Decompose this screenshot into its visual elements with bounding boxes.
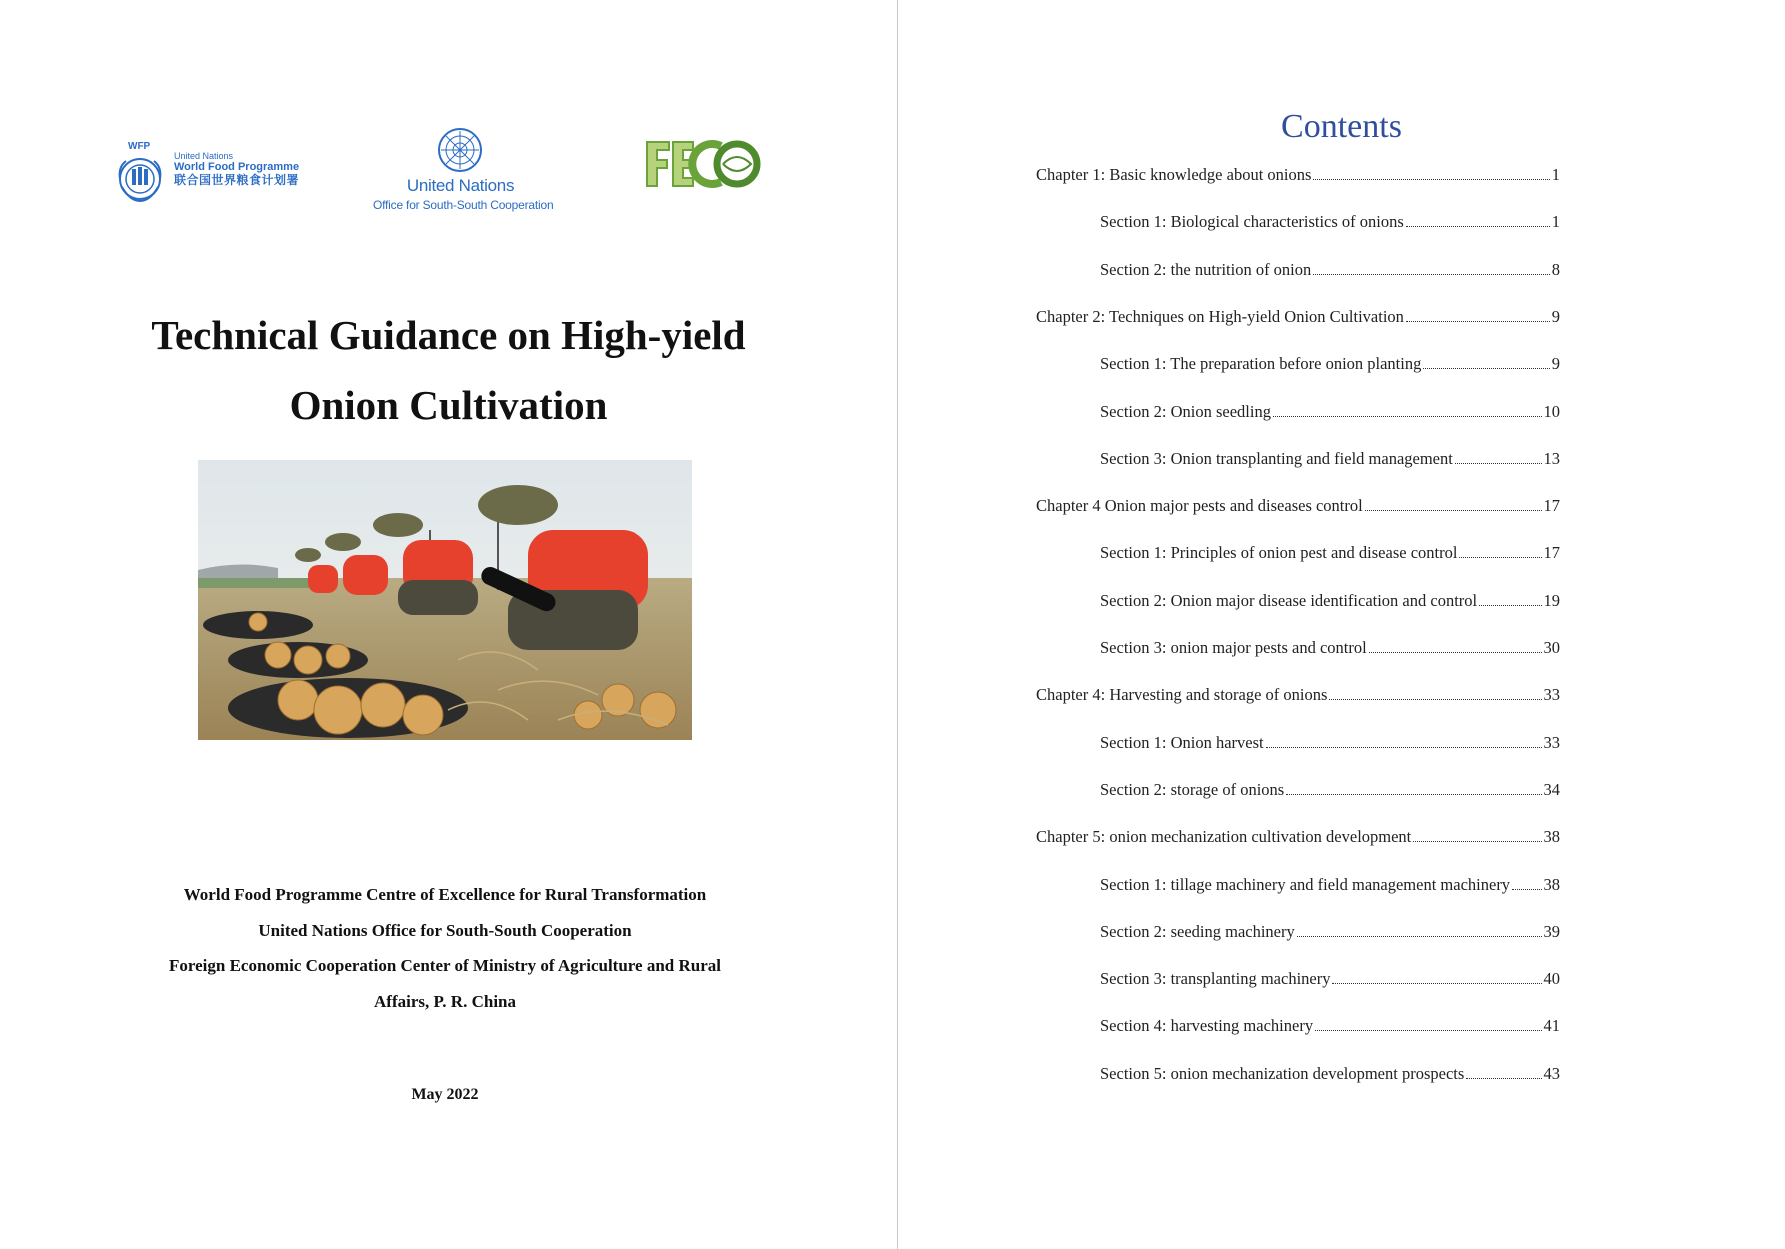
- toc-entry-label: Section 1: Principles of onion pest and disease control: [1100, 543, 1458, 563]
- toc-entry-section[interactable]: [1100, 733, 1560, 753]
- toc-leader-dots: [1329, 699, 1541, 700]
- un-logo-line1: United Nations: [406, 176, 515, 195]
- toc-entry-label: Chapter 4 Onion major pests and diseases control: [1036, 496, 1363, 516]
- toc-entry-section[interactable]: [1100, 260, 1560, 280]
- toc-entry-label: Chapter 2: Techniques on High-yield Onion Cultivation: [1036, 306, 1404, 326]
- toc-entry-page: 10: [1543, 401, 1560, 421]
- toc-entry-label: Section 2: seeding machinery: [1100, 921, 1295, 941]
- toc-entry-page: 17: [1543, 496, 1560, 516]
- toc-entry-section[interactable]: [1100, 354, 1560, 374]
- toc-entry-page: 39: [1543, 921, 1560, 941]
- toc-entry-chapter[interactable]: [1036, 685, 1560, 705]
- onion-harvest-photo: [198, 460, 692, 740]
- toc-leader-dots: [1286, 794, 1541, 795]
- wfp-logo-line3: 联合国世界粮食计划署: [174, 172, 300, 187]
- toc-leader-dots: [1266, 747, 1542, 748]
- un-emblem-icon: [430, 126, 490, 176]
- toc-entry-label: Chapter 4: Harvesting and storage of onions: [1036, 685, 1328, 705]
- toc-entry-page: 17: [1543, 543, 1560, 563]
- organization-line: World Food Programme Centre of Excellence for Rural Transformation: [183, 885, 707, 904]
- toc-entry-label: Section 2: Onion major disease identification and control: [1100, 590, 1478, 610]
- document-title: [60, 300, 837, 440]
- toc-entry-page: 33: [1543, 685, 1560, 705]
- toc-entry-page: 9: [1551, 306, 1560, 326]
- toc-entry-label: Section 1: The preparation before onion planting: [1100, 354, 1422, 374]
- toc-leader-dots: [1413, 841, 1541, 842]
- toc-entry-label: Section 3: transplanting machinery: [1100, 969, 1331, 989]
- toc-entry-label: Section 2: the nutrition of onion: [1100, 259, 1312, 279]
- toc-entry-page: 43: [1543, 1063, 1560, 1083]
- toc-entry-section[interactable]: [1100, 638, 1560, 658]
- toc-entry-page: 30: [1543, 638, 1560, 657]
- toc-entry-page: 34: [1543, 779, 1560, 799]
- toc-entry-page: 38: [1543, 827, 1560, 847]
- toc-leader-dots: [1512, 889, 1541, 890]
- wfp-logo: [110, 141, 310, 201]
- toc-entry-chapter[interactable]: [1036, 496, 1560, 516]
- toc-leader-dots: [1406, 321, 1550, 322]
- toc-entry-page: 8: [1551, 259, 1560, 279]
- organization-line: United Nations Office for South-South Cooperation: [258, 920, 632, 940]
- toc-entry-page: 33: [1543, 732, 1560, 752]
- publication-date: May 2022: [411, 1086, 479, 1103]
- toc-entry-label: Section 3: onion major pests and control: [1100, 638, 1367, 657]
- toc-entry-section[interactable]: [1100, 543, 1560, 563]
- toc-entry-chapter[interactable]: [1036, 307, 1560, 327]
- wfp-abbr: WFP: [128, 141, 151, 152]
- toc-entry-label: Section 4: harvesting machinery: [1100, 1016, 1314, 1036]
- toc-leader-dots: [1297, 936, 1542, 937]
- toc-entry-label: Section 1: Onion harvest: [1100, 732, 1264, 752]
- toc-entry-label: Section 2: storage of onions: [1100, 779, 1285, 799]
- un-logo: [373, 126, 554, 216]
- toc-leader-dots: [1369, 652, 1542, 653]
- document-title-line1: Technical Guidance on High-yield: [151, 312, 746, 358]
- toc-entry-page: 19: [1543, 590, 1560, 610]
- toc-entry-section[interactable]: [1100, 591, 1560, 611]
- toc-entry-section[interactable]: [1100, 780, 1560, 800]
- un-logo-line2: Office for South-South Cooperation: [373, 198, 554, 212]
- toc-entry-section[interactable]: [1100, 969, 1560, 989]
- toc-leader-dots: [1455, 463, 1542, 464]
- wfp-emblem-icon: [110, 149, 170, 209]
- toc-leader-dots: [1332, 983, 1541, 984]
- toc-leader-dots: [1273, 416, 1542, 417]
- toc-entry-label: Section 2: Onion seedling: [1100, 401, 1271, 421]
- toc-leader-dots: [1406, 226, 1550, 227]
- toc-entry-label: Chapter 1: Basic knowledge about onions: [1036, 165, 1312, 184]
- toc-leader-dots: [1365, 510, 1542, 511]
- toc-entry-page: 9: [1551, 354, 1560, 374]
- toc-entry-section[interactable]: [1100, 1064, 1560, 1084]
- toc-entry-label: Section 1: tillage machinery and field management machinery: [1100, 874, 1511, 894]
- toc-entry-page: 38: [1543, 874, 1560, 894]
- toc-entry-page: 41: [1543, 1016, 1560, 1036]
- wfp-logo-line2: World Food Programme: [174, 161, 300, 174]
- fecc-logo: [643, 134, 763, 194]
- organizations: [100, 877, 790, 1019]
- contents-title: Contents: [1281, 108, 1402, 145]
- toc-leader-dots: [1423, 368, 1549, 369]
- toc-entry-page: 1: [1551, 165, 1560, 184]
- fecc-emblem-icon: [643, 134, 763, 194]
- toc-entry-label: Section 5: onion mechanization development prospects: [1100, 1063, 1465, 1083]
- organization-line: Affairs, P. R. China: [374, 991, 516, 1011]
- toc-entry-label: Section 1: Biological characteristics of onions: [1100, 212, 1404, 232]
- toc-leader-dots: [1313, 179, 1549, 180]
- contents-page: [898, 0, 1785, 1249]
- toc-entry-page: 1: [1551, 212, 1560, 232]
- toc-entry-chapter[interactable]: [1036, 165, 1560, 185]
- toc-leader-dots: [1313, 274, 1549, 275]
- toc-entry-section[interactable]: [1100, 922, 1560, 942]
- toc-leader-dots: [1315, 1030, 1541, 1031]
- toc-entry-chapter[interactable]: [1036, 827, 1560, 847]
- toc-leader-dots: [1479, 605, 1541, 606]
- toc-entry-section[interactable]: [1100, 1016, 1560, 1036]
- toc-entry-section[interactable]: [1100, 212, 1560, 232]
- toc-entry-section[interactable]: [1100, 875, 1560, 895]
- toc-entry-page: 40: [1543, 969, 1560, 989]
- toc-entry-page: 13: [1543, 448, 1560, 468]
- toc-entry-section[interactable]: [1100, 402, 1560, 422]
- toc-leader-dots: [1459, 557, 1541, 558]
- toc-entry-label: Chapter 5: onion mechanization cultivation development: [1036, 827, 1412, 847]
- toc-leader-dots: [1466, 1078, 1541, 1079]
- toc-entry-section[interactable]: [1100, 449, 1560, 469]
- organization-line: Foreign Economic Cooperation Center of Ministry of Agriculture and Rural: [169, 956, 721, 975]
- wfp-logo-line1: United Nations: [174, 151, 234, 161]
- document-title-line2: Onion Cultivation: [289, 382, 608, 428]
- toc-entry-label: Section 3: Onion transplanting and field management: [1100, 448, 1453, 468]
